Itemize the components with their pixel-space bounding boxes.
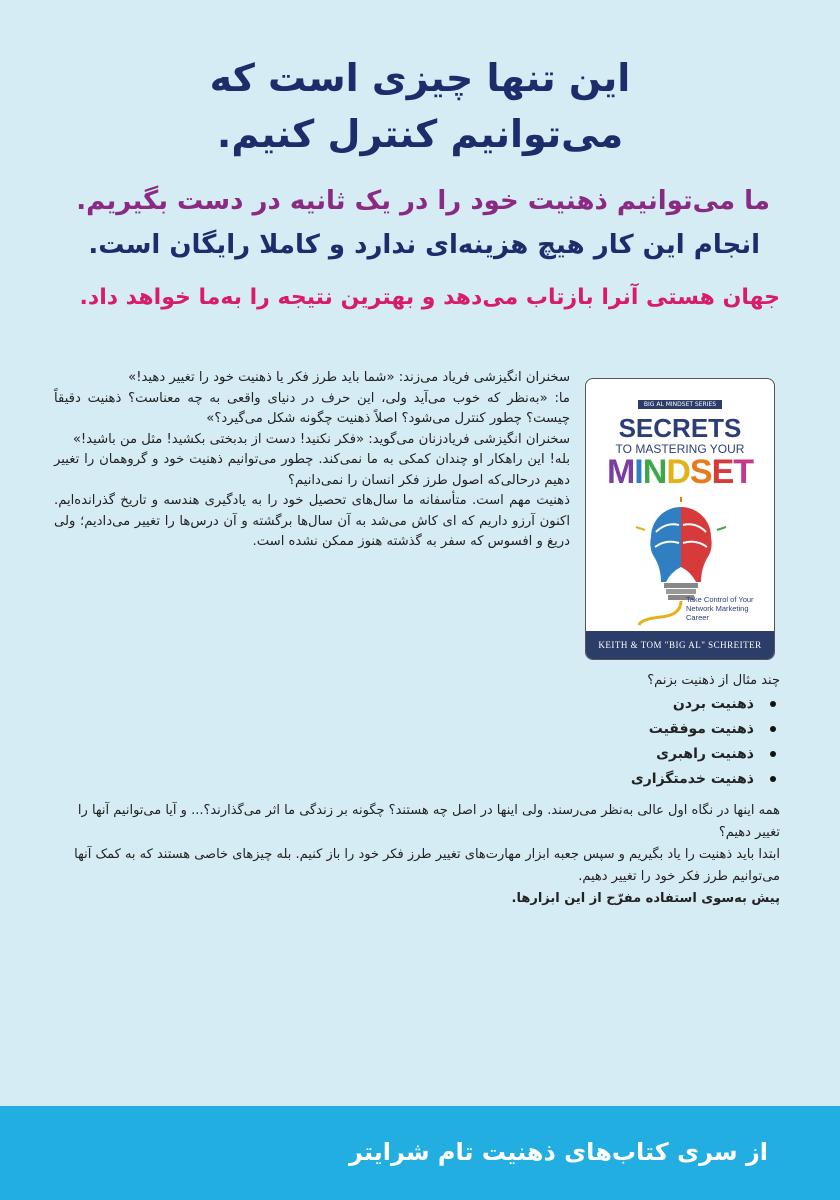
subheading-navy: انجام این کار هیچ هزینه‌ای ندارد و کاملا رایگان است. [88, 230, 760, 260]
book-series-label: BIG AL MINDSET SERIES [638, 400, 722, 409]
headline-line-2: می‌توانیم کنترل کنیم. [216, 112, 624, 156]
book-title-secrets: SECRETS [618, 413, 742, 443]
examples-question: چند مثال از ذهنیت بزنم؟ [647, 673, 780, 688]
footer-text: از سری کتاب‌های ذهنیت تام شرایتر [349, 1138, 768, 1166]
headline-line-1: این تنها چیزی است که [209, 56, 631, 100]
closing-paragraph-bold: پیش به‌سوی استفاده مفرّح از این ابزارها. [511, 891, 780, 906]
mindset-letter: E [711, 453, 734, 491]
book-author: KEITH & TOM "BIG AL" SCHREITER [586, 631, 774, 659]
subheading-pink: جهان هستی آنرا بازتاب می‌دهد و بهترین نتیجه را به‌ما خواهد داد. [79, 285, 780, 310]
book-tagline: Take Control of Your Network Marketing Career [686, 595, 754, 622]
examples-list [480, 692, 780, 792]
book-cover [585, 378, 775, 660]
book-title-middle: TO MASTERING YOUR [615, 442, 745, 456]
bullet-icon [770, 726, 776, 732]
list-item: ذهنیت خدمتگزاری [480, 767, 780, 792]
page-headline [0, 50, 840, 162]
mindset-letter: T [733, 453, 754, 491]
closing-paragraph: ابتدا باید ذهنیت را یاد بگیریم و سپس جعبه ابزار مهارت‌های تغییر طرز فکر خود را باز کنیم. بله چیزهای خاصی هستند که به کمک آنها می‌توانیم طرز فکر خود را تغییر دهیم. [74, 847, 780, 884]
closing-text [56, 800, 780, 910]
body-paragraph: سخنران انگیزشی فریاد می‌زند: «شما باید طرز فکر یا ذهنیت خود را تغییر دهید!» [128, 370, 570, 385]
body-paragraph: سخنران انگیزشی فریادزنان می‌گوید: «فکر نکنید! دست از بدبختی بکشید! مثل من باشید!» [72, 431, 570, 447]
bullet-icon [770, 701, 776, 707]
body-paragraph: ما: «به‌نظر که خوب می‌آید ولی، این حرف در دنیای واقعی به چه معناست؟ ذهنیت دقیقاً چیست؟ چطور کنترل می‌شود؟ اصلاً ذهنیت چگونه شکل می‌گیرد؟» [54, 390, 570, 426]
body-paragraph: ذهنیت مهم است. متأسفانه ما سال‌های تحصیل خود را به یادگیری هندسه و تاریخ گذرانده‌ایم. اکنون آرزو داریم که ای کاش می‌شد به آن سال‌ها برگشته و آن درس‌ها را تغییر می‌دادیم؛ ولی دریغ و افسوس که سفر به گذشته هنوز ممکن نشده است. [54, 493, 570, 549]
examples-section [480, 673, 780, 792]
subheading-purple: ما می‌توانیم ذهنیت خود را در یک ثانیه در دست بگیریم. [76, 186, 770, 216]
bullet-icon [770, 751, 776, 757]
closing-paragraph: همه اینها در نگاه اول عالی به‌نظر می‌رسند. ولی اینها در اصل چه هستند؟ چگونه بر زندگی ما اثر می‌گذارند؟... و آیا می‌توانیم آنها را تغییر دهیم؟ [77, 803, 780, 840]
mindset-letter: D [666, 453, 690, 491]
mindset-letter: S [689, 453, 712, 491]
mindset-letter: N [642, 453, 667, 491]
list-item: ذهنیت بردن [480, 692, 780, 717]
body-text [54, 368, 570, 553]
bullet-icon [770, 776, 776, 782]
book-title-mindset [586, 453, 774, 492]
list-item: ذهنیت موفقیت [480, 717, 780, 742]
mindset-letter: M [606, 453, 635, 491]
footer-banner [0, 1106, 840, 1200]
list-item: ذهنیت راهبری [480, 742, 780, 767]
body-paragraph: بله! این راهکار او چندان کمکی به ما نمی‌کند. چطور می‌توانیم ذهنیت خود و گروهمان را تغییر دهیم درحالی‌که اصول طرز فکر انسان را نمی‌دانیم؟ [54, 452, 570, 488]
mindset-letter: I [634, 453, 643, 491]
